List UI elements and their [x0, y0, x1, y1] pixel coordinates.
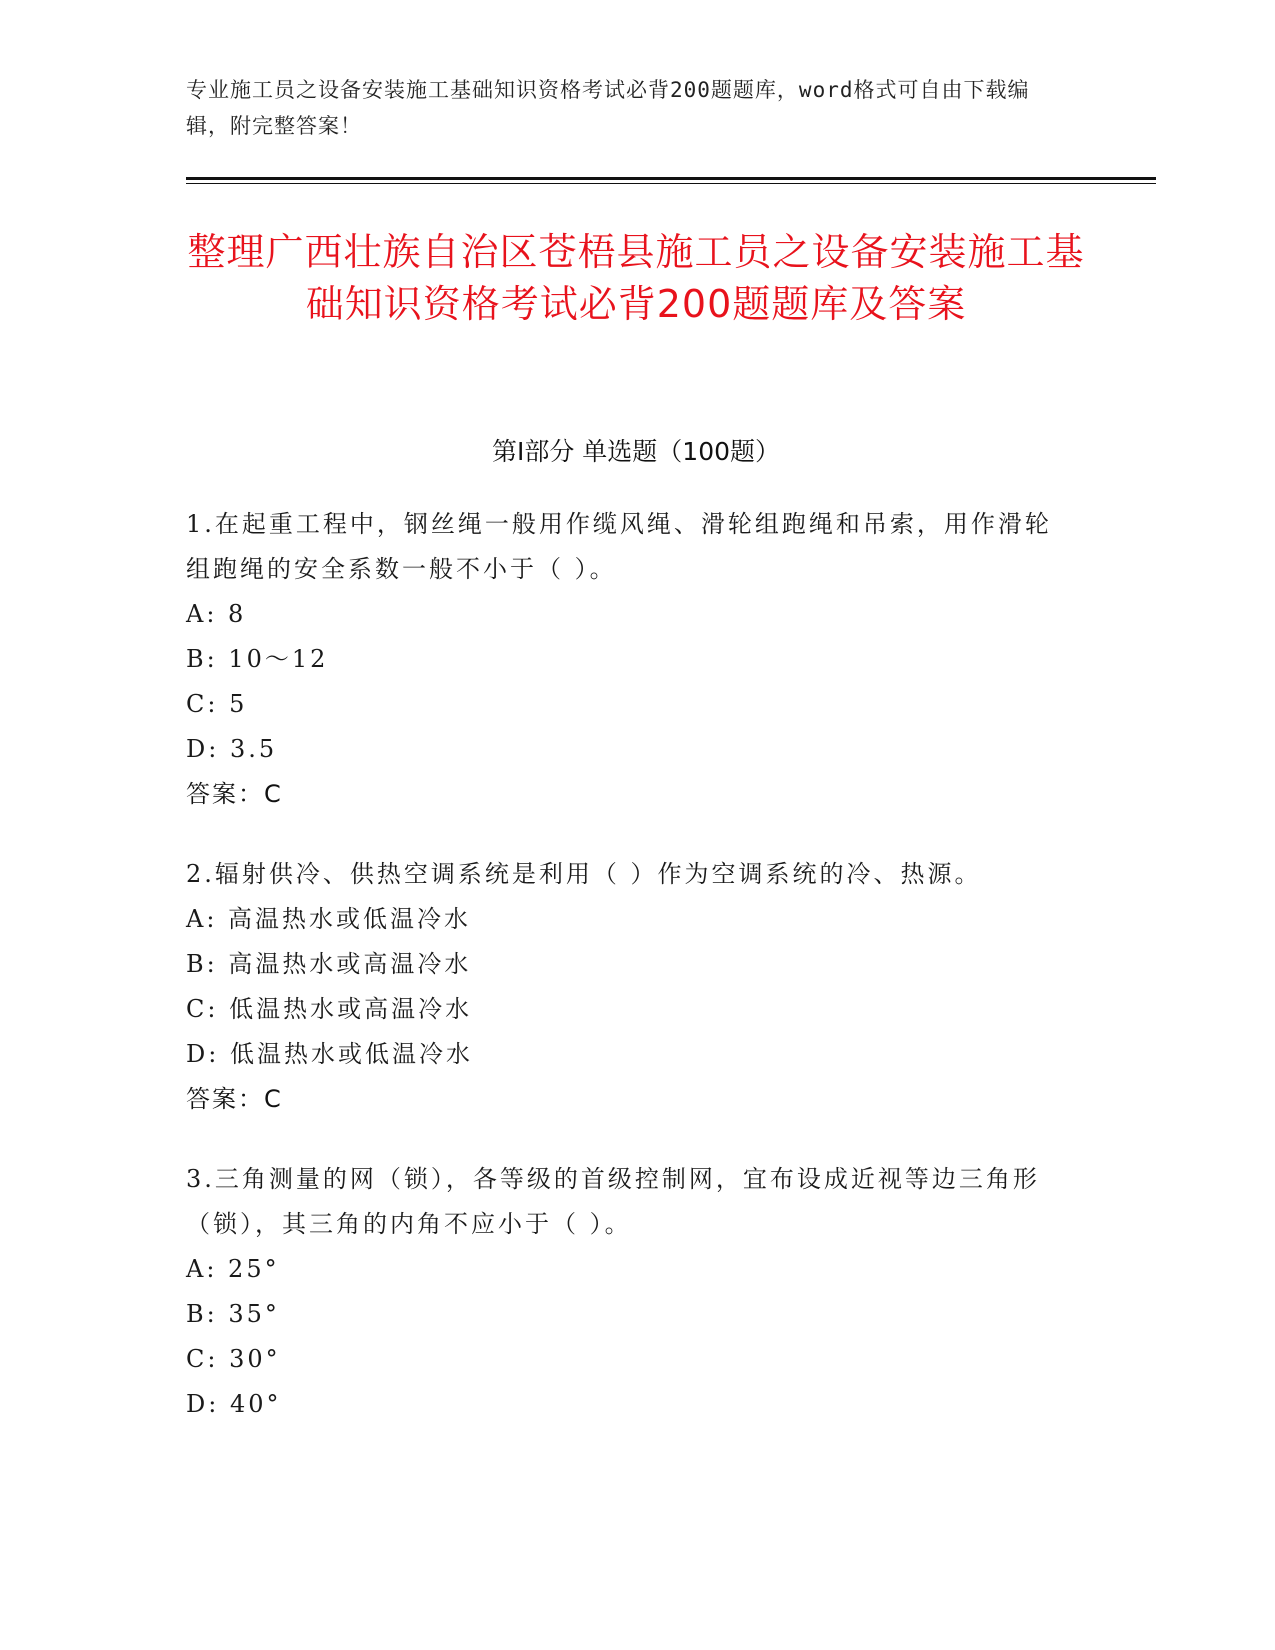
question-2 — [186, 852, 1066, 1122]
option-d: D: 40° — [186, 1390, 282, 1418]
question-1 — [186, 502, 1066, 817]
question-stem: 1.在起重工程中，钢丝绳一般用作缆风绳、滑轮组跑绳和吊索，用作滑轮组跑绳的安全系数一般不小于（ ）。 — [186, 510, 1052, 583]
question-3 — [186, 1157, 1066, 1427]
option-b: B: 高温热水或高温冷水 — [186, 950, 472, 978]
option-c: C: 低温热水或高温冷水 — [186, 995, 473, 1023]
option-a: A: 25° — [186, 1255, 280, 1283]
answer-line: 答案：C — [186, 1085, 283, 1113]
option-a: A: 8 — [186, 600, 247, 628]
option-d: D: 低温热水或低温冷水 — [186, 1040, 473, 1068]
option-d: D: 3.5 — [186, 735, 278, 763]
document-title: 整理广西壮族自治区苍梧县施工员之设备安装施工基础知识资格考试必背200题题库及答案 — [187, 230, 1085, 326]
answer-line: 答案：C — [186, 780, 283, 808]
header-divider-thick — [186, 177, 1156, 180]
section-title: 第Ⅰ部分 单选题（100题） — [491, 437, 781, 466]
header-divider-thin — [186, 183, 1156, 184]
header-note: 专业施工员之设备安装施工基础知识资格考试必背200题题库，word格式可自由下载编辑，附完整答案！ — [186, 78, 1030, 138]
question-stem: 3.三角测量的网（锁），各等级的首级控制网，宜布设成近视等边三角形（锁），其三角的内角不应小于（ ）。 — [186, 1165, 1040, 1238]
option-c: C: 30° — [186, 1345, 281, 1373]
option-c: C: 5 — [186, 690, 248, 718]
question-stem: 2.辐射供冷、供热空调系统是利用（ ）作为空调系统的冷、热源。 — [186, 860, 982, 888]
option-b: B: 10～12 — [186, 645, 329, 673]
option-a: A: 高温热水或低温冷水 — [186, 905, 472, 933]
option-b: B: 35° — [186, 1300, 280, 1328]
